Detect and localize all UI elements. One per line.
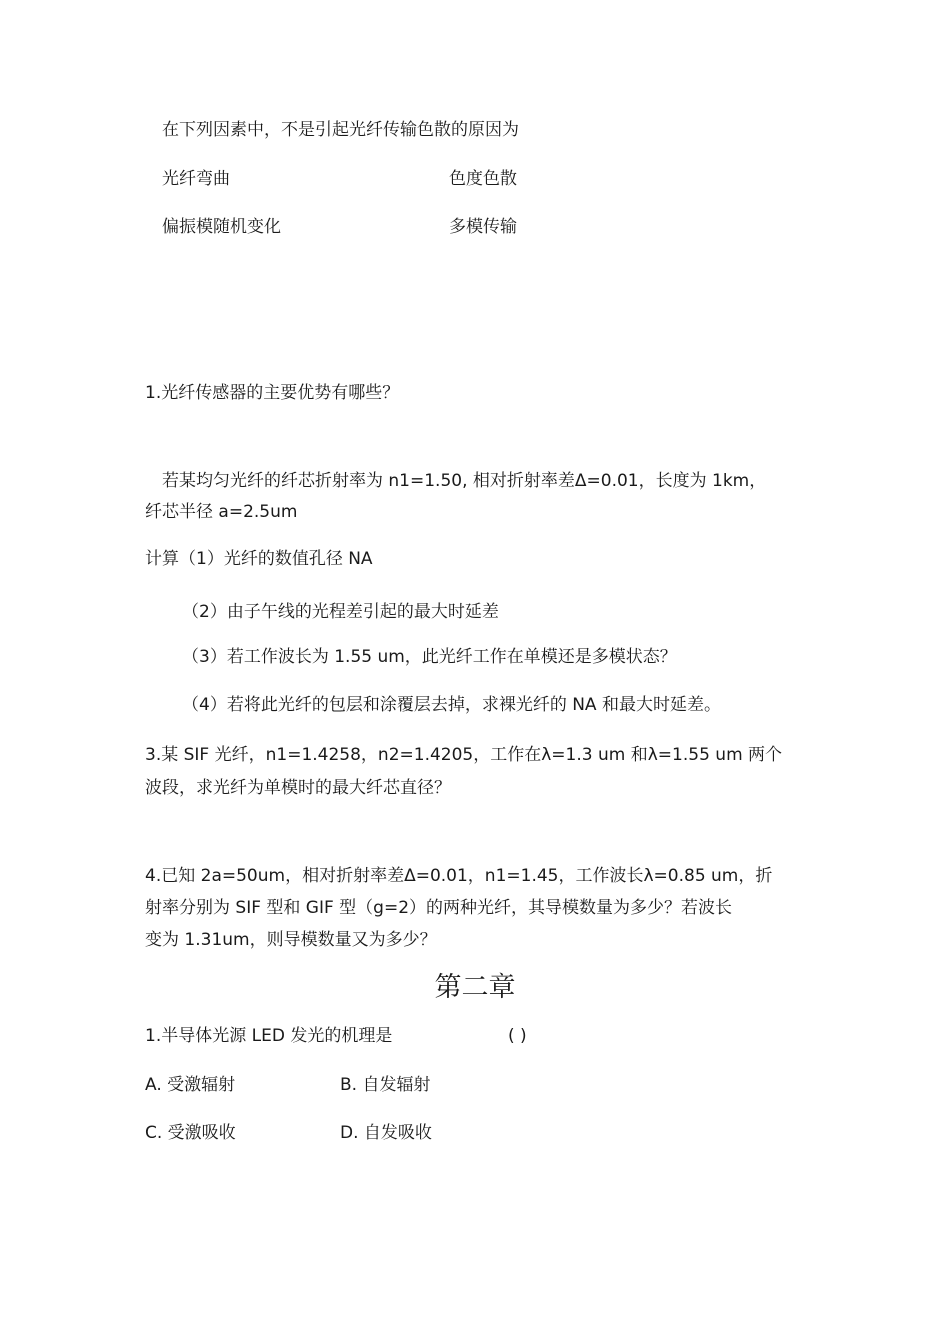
paragraph-line: 纤芯半径 a=2.5um [145,502,298,522]
option-text: 光纤弯曲 [162,169,230,189]
question-stem: 在下列因素中，不是引起光纤传输色散的原因为 [162,120,519,140]
option-text: D. 自发吸收 [340,1123,432,1143]
option-text: C. 受激吸收 [145,1123,236,1143]
option-text: B. 自发辐射 [340,1075,431,1095]
option-text: 多模传输 [449,217,517,237]
option-text: A. 受激辐射 [145,1075,236,1095]
question-stem: 1.半导体光源 LED 发光的机理是 [145,1026,393,1046]
calc-item: （2）由子午线的光程差引起的最大时延差 [182,602,499,622]
option-text: 偏振模随机变化 [162,217,281,237]
paragraph-line: 3.某 SIF 光纤，n1=1.4258，n2=1.4205，工作在λ=1.3 um 和λ=1.55 um 两个 [145,745,783,765]
calc-item: 计算（1）光纤的数值孔径 NA [145,549,373,569]
calc-item: （4）若将此光纤的包层和涂覆层去掉，求裸光纤的 NA 和最大时延差。 [182,695,721,715]
option-text: 色度色散 [449,169,517,189]
paragraph-line: 变为 1.31um，则导模数量又为多少？ [145,930,437,950]
answer-blank: ( ) [508,1026,527,1046]
paragraph-line: 若某均匀光纤的纤芯折射率为 n1=1.50, 相对折射率差Δ=0.01，长度为 1km， [162,471,767,491]
question-text: 1.光纤传感器的主要优势有哪些？ [145,383,400,403]
paragraph-line: 波段，求光纤为单模时的最大纤芯直径？ [145,778,451,798]
calc-item: （3）若工作波长为 1.55 um，此光纤工作在单模还是多模状态？ [182,647,677,667]
paragraph-line: 4.已知 2a=50um，相对折射率差Δ=0.01，n1=1.45，工作波长λ=0.85 um，折 [145,866,773,886]
chapter-title: 第二章 [434,972,516,1003]
paragraph-line: 射率分别为 SIF 型和 GIF 型（g=2）的两种光纤，其导模数量为多少？若波长 [145,898,733,918]
